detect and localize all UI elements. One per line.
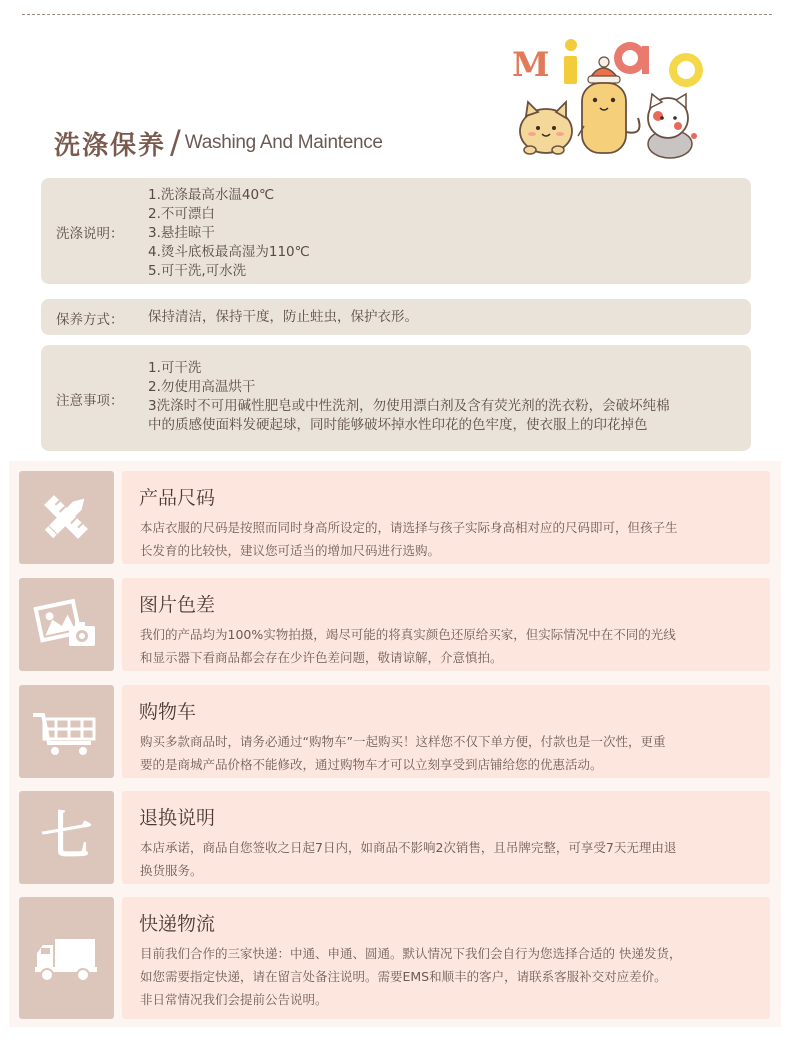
notes-box — [41, 345, 751, 451]
shipping-body-line: 非日常情况我们会提前公告说明。 — [140, 992, 328, 1007]
washing-line: 4.烫斗底板最高湿为110℃ — [148, 244, 310, 260]
notes-label: 注意事项： — [56, 393, 124, 409]
round-cat-drawing — [520, 102, 572, 154]
color-body-line: 和显示器下看商品都会存在少许色差问题，敬请谅解，介意慎拍。 — [140, 650, 503, 665]
size-info-box — [122, 471, 770, 564]
shipping-body-line: 如您需要指定快递，请在留言处备注说明。需要EMS和顺丰的客户，请联系客服补交对应差价。 — [140, 969, 667, 984]
color-title: 图片色差 — [139, 594, 216, 616]
cart-body-line: 购买多款商品时，请务必通过“购物车”一起购买！这样您不仅下单方便，付款也是一次性，更重 — [140, 734, 666, 749]
size-title: 产品尺码 — [139, 487, 216, 509]
returns-body — [140, 836, 760, 882]
notes-line: 中的质感使面料发硬起球，同时能够破坏掉水性印花的色牢度，使衣服上的印花掉色 — [148, 417, 648, 433]
notes-lines — [148, 359, 670, 435]
returns-title: 退换说明 — [139, 807, 216, 829]
size-body-line: 本店衣服的尺码是按照而同时身高所设定的，请选择与孩子实际身高相对应的尺码即可，但孩子生 — [140, 520, 678, 535]
maintenance-box — [41, 299, 751, 335]
cart-title: 购物车 — [139, 701, 197, 723]
notes-line: 2.勿使用高温烘干 — [148, 379, 256, 395]
cart-body-line: 要的是商城产品价格不能修改，通过购物车才可以立刻享受到店铺给您的优惠活动。 — [140, 757, 603, 772]
size-icon-box — [19, 471, 114, 564]
washing-label: 洗涤说明： — [56, 226, 124, 242]
shipping-title: 快递物流 — [139, 913, 216, 935]
shopping-cart-icon — [19, 685, 114, 778]
color-body — [140, 623, 760, 669]
shipping-info-box — [122, 897, 770, 1019]
returns-icon-box — [19, 791, 114, 884]
logo-letter-i — [564, 39, 577, 84]
logo-letter-o — [669, 53, 703, 87]
washing-line: 3.悬挂晾干 — [148, 225, 215, 241]
top-dashed-divider — [22, 14, 772, 15]
ruler-pencil-icon — [19, 471, 114, 564]
delivery-truck-icon — [19, 897, 114, 1019]
maintenance-text: 保持清洁，保持干度，防止蛀虫，保护衣形。 — [148, 309, 418, 325]
shipping-body-line: 目前我们合作的三家快递：中通、申通、圆通。默认情况下我们会自行为您选择合适的 快递发货， — [140, 946, 682, 961]
notes-line: 1.可干洗 — [148, 360, 202, 376]
color-info-box — [122, 578, 770, 671]
shipping-body — [140, 942, 760, 1011]
logo-letter-a — [614, 42, 649, 74]
cart-body — [140, 730, 760, 776]
section-title — [54, 124, 383, 162]
color-body-line: 我们的产品均为100%实物拍摄，竭尽可能的将真实颜色还原给买家，但实际情况中在不同的光线 — [140, 627, 676, 642]
color-icon-box — [19, 578, 114, 671]
seven-icon: 七 — [40, 807, 93, 867]
logo-letter-m: M — [512, 45, 550, 85]
shipping-icon-box — [19, 897, 114, 1019]
title-chinese: 洗涤保养 — [54, 130, 167, 161]
spotted-cat-drawing — [648, 94, 697, 158]
washing-lines — [148, 186, 310, 281]
notes-line: 3洗涤时不可用碱性肥皂或中性洗剂，勿使用漂白剂及含有荧光剂的洗衣粉，会破坏纯棉 — [148, 398, 670, 414]
maintenance-label: 保养方式： — [56, 312, 124, 328]
returns-body-line: 本店承诺，商品自您签收之日起7日内，如商品不影响2次销售，且吊牌完整，可享受7天无理由退 — [140, 840, 677, 855]
size-body — [140, 516, 760, 562]
cart-icon-box — [19, 685, 114, 778]
washing-line: 5.可干洗,可水洗 — [148, 263, 247, 279]
returns-info-box — [122, 791, 770, 884]
miao-cats-logo — [508, 36, 718, 161]
washing-instructions-box — [41, 178, 751, 284]
washing-line: 1.洗涤最高水温40℃ — [148, 187, 275, 203]
title-english: Washing And Maintence — [184, 132, 383, 153]
returns-body-line: 换货服务。 — [140, 863, 203, 878]
title-separator: / — [170, 123, 181, 161]
washing-line: 2.不可漂白 — [148, 206, 215, 222]
photo-camera-icon — [19, 578, 114, 671]
size-body-line: 长发育的比较快，建议您可适当的增加尺码进行选购。 — [140, 543, 441, 558]
cart-info-box — [122, 685, 770, 778]
